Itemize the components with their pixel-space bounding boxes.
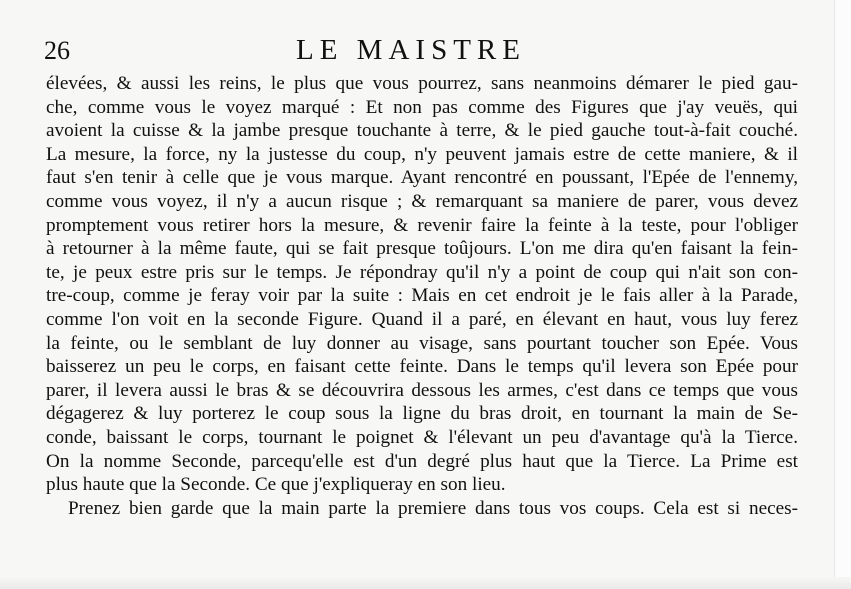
text-line: la feinte, ou le semblant de luy donner au visage, sans pourtant toucher son Epée. Vous	[46, 332, 798, 354]
text-line: dégagerez & luy porterez le coup sous la ligne du bras droit, en tournant la main de Se-	[46, 403, 798, 425]
text-line: te, je peux estre pris sur le temps. Je répondray qu'il n'y a point de coup qui n'ait son con-	[46, 261, 798, 283]
text-line: conde, baissant le corps, tournant le poignet & l'élevant un peu d'avantage qu'à la Tierce.	[46, 426, 798, 448]
text-line: La mesure, la force, ny la justesse du coup, n'y peuvent jamais estre de cette maniere, & il	[46, 143, 798, 165]
text-line: parer, il levera aussi le bras & se découvrira dessous les armes, c'est dans ce temps que vous	[46, 379, 798, 401]
text-line: avoient la cuisse & la jambe presque touchante à terre, & le pied gauche tout-à-fait couché.	[46, 120, 798, 142]
text-line: comme vous voyez, il n'y a aucun risque ; & remarquant sa maniere de parer, vous devez	[46, 190, 798, 212]
text-line: baisserez un peu le corps, en faisant cette feinte. Dans le temps qu'il levera son Epée pour	[46, 356, 798, 378]
text-line: élevées, & aussi les reins, le plus que vous pourrez, sans neanmoins démarer le pied gau-	[46, 73, 798, 94]
page-bottom-edge	[0, 577, 851, 589]
text-line: faut s'en tenir à celle que je vous marque. Ayant rencontré en poussant, l'Epée de l'ennemy,	[46, 167, 798, 189]
text-line: à retourner à la même faute, qui se fait presque toûjours. L'on me dira qu'en faisant la fein-	[46, 238, 798, 260]
text-line: On la nomme Seconde, parcequ'elle est d'un degré plus haut que la Tierce. La Prime est	[46, 450, 798, 472]
body-text	[46, 72, 798, 520]
text-line: comme l'on voit en la seconde Figure. Quand il a paré, en élevant en haut, vous luy ferez	[46, 308, 798, 330]
page-right-edge	[834, 0, 851, 589]
page-number: 26	[44, 36, 70, 65]
paragraph-start-line: Prenez bien garde que la main parte la premiere dans tous vos coups. Cela est si neces-	[68, 497, 798, 519]
text-line: promptement vous retirer hors la mesure, & revenir faire la feinte à la teste, pour l'obliger	[46, 214, 798, 236]
text-line: che, comme vous le voyez marqué : Et non pas comme des Figures que j'ay veuës, qui	[46, 96, 798, 118]
text-line: plus haute que la Seconde. Ce que j'expliqueray en son lieu.	[46, 474, 506, 496]
text-line: tre-coup, comme je feray voir par la suite : Mais en cet endroit je le fais aller à la Parade,	[46, 285, 798, 307]
running-head: LE MAISTRE	[296, 34, 526, 66]
